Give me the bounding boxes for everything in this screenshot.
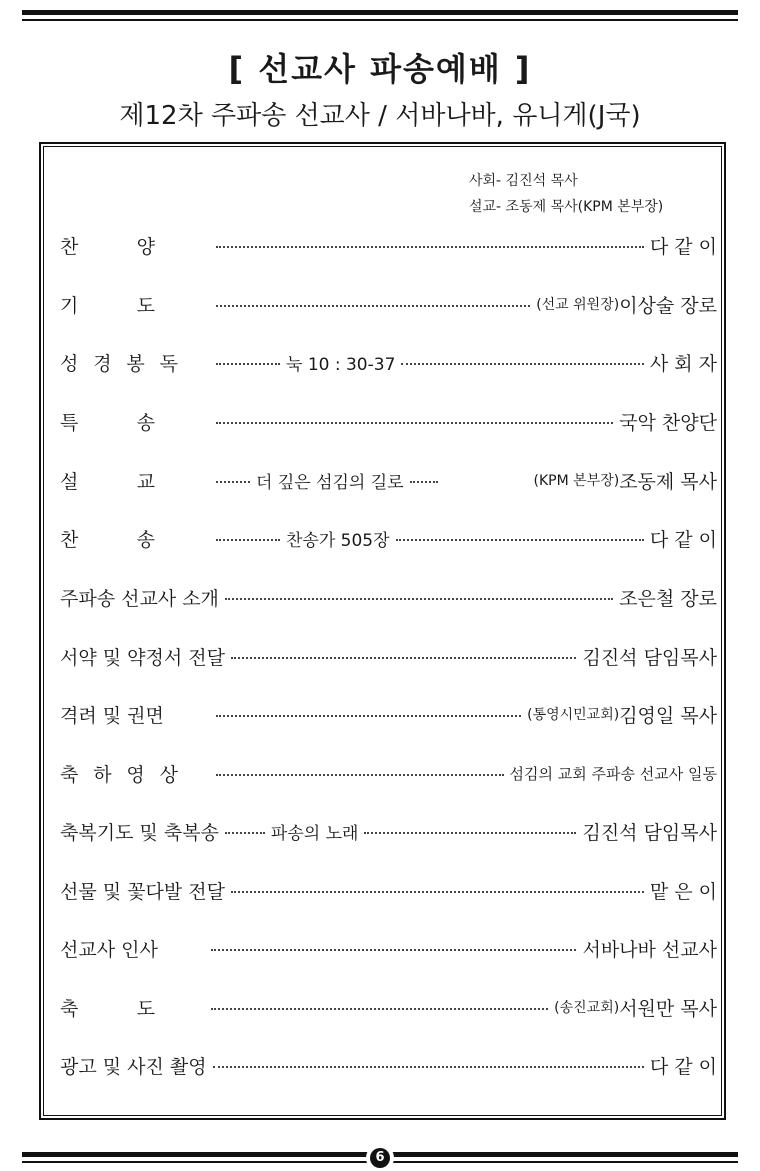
row-label: 선교사 인사 bbox=[60, 938, 158, 961]
dot-leader bbox=[216, 363, 280, 365]
program-row bbox=[60, 523, 717, 553]
dot-leader bbox=[211, 949, 576, 951]
row-label: 축 도 bbox=[60, 997, 155, 1020]
row-label: 광고 및 사진 촬영 bbox=[60, 1055, 207, 1078]
row-right: 다 같 이 bbox=[649, 528, 717, 551]
program-row bbox=[60, 875, 717, 905]
preacher-credit: 설교- 조동제 목사(KPM 본부장) bbox=[469, 199, 664, 215]
row-label: 서약 및 약정서 전달 bbox=[60, 646, 225, 669]
program-row bbox=[60, 465, 717, 495]
dot-leader bbox=[364, 832, 576, 834]
top-rule-thin bbox=[22, 19, 738, 21]
row-right: 맡 은 이 bbox=[649, 880, 717, 903]
program-row bbox=[60, 289, 717, 319]
bottom-rule bbox=[22, 1152, 738, 1166]
hymn-number: 찬송가 505장 bbox=[286, 530, 390, 551]
dot-leader bbox=[216, 422, 613, 424]
row-label: 기 도 bbox=[60, 294, 155, 317]
host-credit: 사회- 김진석 목사 bbox=[469, 173, 578, 189]
row-label: 축복기도 및 축복송 bbox=[60, 821, 219, 844]
dot-leader bbox=[225, 598, 613, 600]
sermon-title: 더 깊은 섬김의 길로 bbox=[256, 472, 404, 493]
row-reading: 눅 10 : 30-37 bbox=[286, 354, 396, 375]
row-right: 사 회 자 bbox=[649, 352, 717, 375]
row-right: 국악 찬양단 bbox=[619, 411, 717, 434]
dot-leader bbox=[211, 1008, 548, 1010]
row-label: 특 송 bbox=[60, 411, 155, 434]
program-row bbox=[60, 1050, 717, 1080]
row-label: 주파송 선교사 소개 bbox=[60, 587, 219, 610]
program-row bbox=[60, 582, 717, 612]
dot-leader bbox=[216, 539, 280, 541]
dot-leader bbox=[410, 481, 438, 483]
page-number: 6 bbox=[370, 1148, 390, 1168]
program-row bbox=[60, 699, 717, 729]
program-row bbox=[60, 816, 717, 846]
row-label: 격려 및 권면 bbox=[60, 704, 164, 727]
row-note: 섬김의 교회 주파송 선교사 일동 bbox=[509, 764, 717, 783]
dot-leader bbox=[231, 657, 577, 659]
row-label: 선물 및 꽃다발 전달 bbox=[60, 880, 225, 903]
row-right: 조동제 목사 bbox=[619, 470, 717, 493]
row-label: 성 경 봉 독 bbox=[60, 352, 178, 375]
credits bbox=[469, 168, 663, 220]
song-title: 파송의 노래 bbox=[270, 823, 359, 844]
program-row bbox=[60, 641, 717, 671]
row-right: 김진석 담임목사 bbox=[582, 821, 717, 844]
program-row bbox=[60, 230, 717, 260]
row-right: 조은철 장로 bbox=[619, 587, 717, 610]
program-row bbox=[60, 758, 717, 788]
row-label: 찬 송 bbox=[60, 528, 155, 551]
dot-leader bbox=[216, 246, 644, 248]
row-label: 축 하 영 상 bbox=[60, 763, 178, 786]
dot-leader bbox=[401, 363, 643, 365]
page-title: [ 선교사 파송예배 ] bbox=[228, 50, 532, 88]
row-right: 김진석 담임목사 bbox=[582, 646, 717, 669]
row-label: 찬 양 bbox=[60, 235, 155, 258]
row-right: 김영일 목사 bbox=[619, 704, 717, 727]
program-row bbox=[60, 406, 717, 436]
row-right: 서원만 목사 bbox=[619, 997, 717, 1020]
program-row bbox=[60, 992, 717, 1022]
row-right: 이상술 장로 bbox=[619, 294, 717, 317]
dot-leader bbox=[216, 305, 530, 307]
dot-leader bbox=[216, 715, 521, 717]
dot-leader bbox=[213, 1066, 644, 1068]
row-note: (통영시민교회) bbox=[527, 707, 620, 723]
dot-leader bbox=[396, 539, 644, 541]
top-rule bbox=[22, 10, 738, 15]
row-note: (선교 위원장) bbox=[536, 297, 620, 313]
program-row bbox=[60, 347, 717, 377]
row-note: (송진교회) bbox=[554, 1000, 620, 1016]
dot-leader bbox=[225, 832, 265, 834]
row-right: 다 같 이 bbox=[649, 235, 717, 258]
page-subtitle: 제12차 주파송 선교사 / 서바나바, 유니게(J국) bbox=[119, 101, 641, 131]
dot-leader bbox=[216, 481, 250, 483]
row-right: 서바나바 선교사 bbox=[582, 938, 717, 961]
row-right: 다 같 이 bbox=[649, 1055, 717, 1078]
row-label: 설 교 bbox=[60, 470, 155, 493]
row-note: (KPM 본부장) bbox=[533, 473, 620, 489]
dot-leader bbox=[216, 774, 504, 776]
dot-leader bbox=[231, 891, 644, 893]
program-row bbox=[60, 933, 717, 963]
